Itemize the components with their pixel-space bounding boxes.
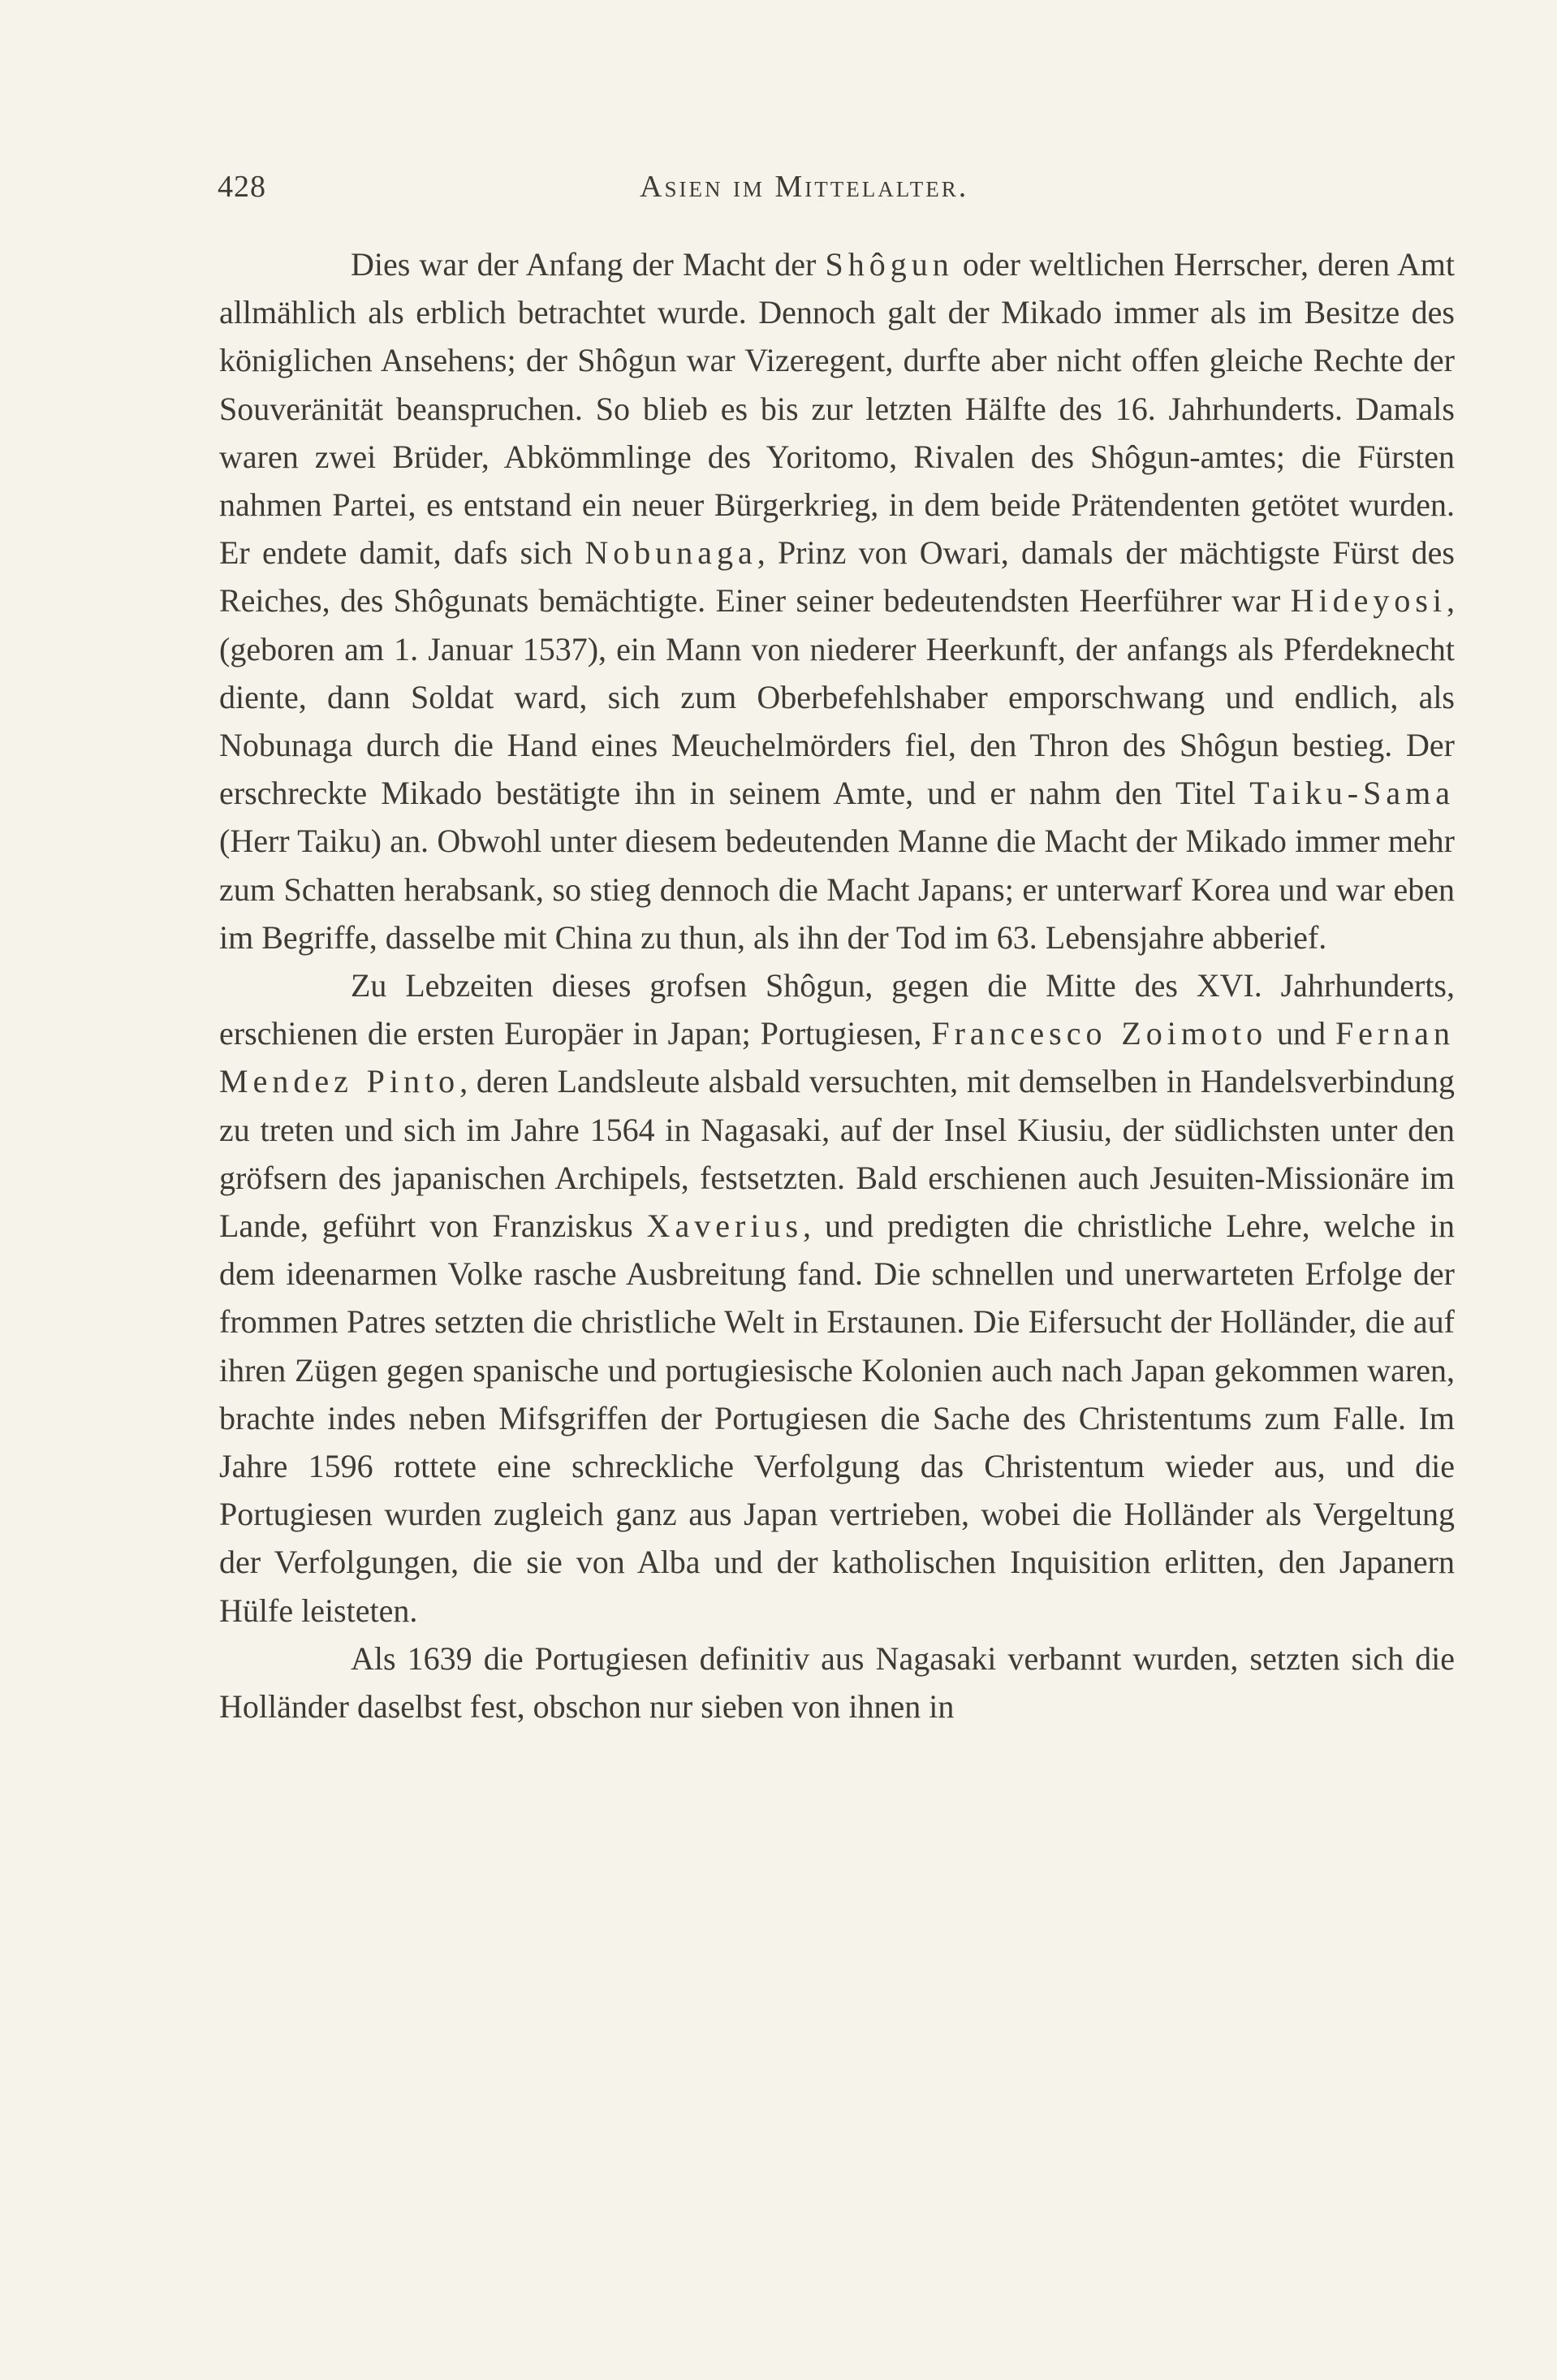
text-run: und [1267, 1015, 1335, 1052]
text-run: , deren Landsleute alsbald versuchten, mit demselben in Handelsverbindung zu treten und sich im Jahre 1564 in Nagasaki, auf der Insel Kiusiu, der südlichsten unter den gröfsern des japanischen Archipels, festsetzten. Bald erschienen auch Jesuiten-Missionäre im Lande, geführt von Franziskus [219, 1063, 1455, 1245]
paragraph-1 [219, 240, 1455, 961]
name-hideyosi: Hideyosi [1290, 582, 1447, 620]
text-run: Als 1639 die Portugiesen definitiv aus Nagasaki verbannt wurden, setzten sich die Holländer daselbst fest, obschon nur sieben von ihnen in [219, 1639, 1455, 1726]
text-run: , Prinz von Owari, damals der mächtigste Fürst des Reiches, des Shôgunats bemächtigte. Einer seiner bedeutendsten Heerführer war [219, 534, 1455, 620]
body-text [219, 240, 1455, 1730]
text-run: Dies war der Anfang der Macht der [351, 246, 826, 283]
page-header [218, 169, 1460, 209]
paragraph-2 [219, 961, 1455, 1635]
running-title: Asien im Mittelalter. [640, 170, 969, 204]
page-number: 428 [218, 170, 266, 204]
text-run: Zu Lebzeiten dieses grofsen Shôgun, gegen die Mitte des XVI. Jahrhunderts, erschienen die ersten Europäer in Japan; Portugiesen, [219, 967, 1455, 1052]
text-run: oder weltlichen Herrscher, deren Amt allmählich als erblich betrachtet wurde. Dennoch galt der Mikado immer als im Besitze des königlichen Ansehens; der Shôgun war Vizeregent, durfte aber nicht offen gleiche Rechte der Souveränität beanspruchen. So blieb es bis zur letzten Hälfte des 16. Jahrhunderts. Damals waren zwei Brüder, Abkömmlinge des Yoritomo, Rivalen des Shôgun-amtes; die Fürsten nahmen Partei, es entstand ein neuer Bürgerkrieg, in dem beide Prätendenten getötet wurden. Er endete damit, dafs sich [219, 246, 1456, 572]
text-run: (Herr Taiku) an. Obwohl unter diesem bedeutenden Manne die Macht der Mikado immer mehr zum Schatten herabsank, so stieg dennoch die Macht Japans; er unterwarf Korea und war eben im Begriffe, dasselbe mit China zu thun, als ihn der Tod im 63. Lebensjahre abberief. [219, 823, 1455, 956]
term-shogun: Shôgun [825, 246, 954, 283]
name-zoimoto: Francesco Zoimoto [931, 1015, 1268, 1052]
name-xaverius: Xaverius [646, 1207, 804, 1245]
title-taiku-sama: Taiku-Sama [1249, 775, 1455, 812]
name-pinto: Fernan Mendez Pinto [219, 1015, 1456, 1100]
text-run: , (geboren am 1. Januar 1537), ein Mann von niederer Heerkunft, der anfangs als Pferdeknecht diente, dann Soldat ward, sich zum Oberbefehlshaber emporschwang und endlich, als Nobunaga durch die Hand eines Meuchelmörders fiel, den Thron des Shôgun bestieg. Der erschreckte Mikado bestätigte ihn in seinem Amte, und er nahm den Titel [219, 582, 1455, 812]
name-nobunaga: Nobunaga [584, 534, 757, 572]
text-run: , und predigten die christliche Lehre, welche in dem ideenarmen Volke rasche Ausbreitung fand. Die schnellen und unerwarteten Erfolge der frommen Patres setzten die christliche Welt in Erstaunen. Die Eifersucht der Holländer, die auf ihren Zügen gegen spanische und portugiesische Kolonien auch nach Japan gekommen waren, brachte indes neben Mifsgriffen der Portugiesen die Sache des Christentums zum Falle. Im Jahre 1596 rottete eine schreckliche Verfolgung das Christentum wieder aus, und die Portugiesen wurden zugleich ganz aus Japan vertrieben, wobei die Holländer als Vergeltung der Verfolgungen, die sie von Alba und der katholischen Inquisition erlitten, den Japanern Hülfe leisteten. [219, 1207, 1455, 1629]
paragraph-3 [219, 1635, 1455, 1730]
